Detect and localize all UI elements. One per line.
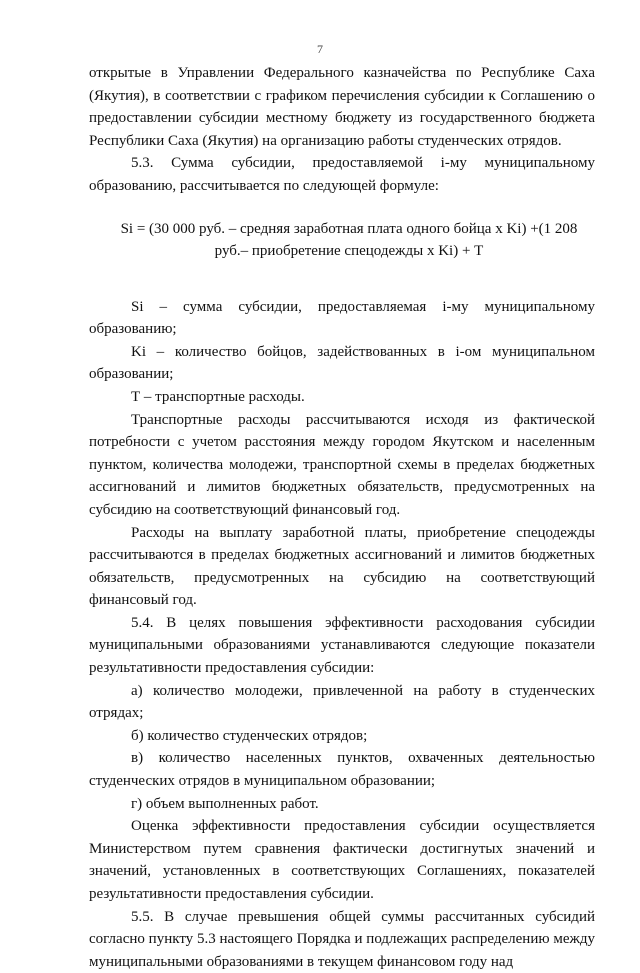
formula-line: Si = (30 000 руб. – средняя заработная плата одного бойца х Ki) +(1 208 — [120, 220, 578, 237]
list-item: г) объем выполненных работ. — [131, 795, 319, 812]
paragraph: открытые в Управлении Федерального казначейства по Республике Саха (Якутия), в соответствии с графиком перечисления субсидии к Соглашению о предоставлении субсидии местному бюджету из государственного бюджета Республики Саха (Якутия) на организацию работы студенческих отрядов. — [89, 65, 595, 149]
paragraph: Расходы на выплату заработной платы, приобретение спецодежды рассчитываются в пределах бюджетных ассигнований и лимитов бюджетных обязательств, предусмотренных на субсидию на соответствующий финансовый год. — [89, 524, 595, 609]
page-number: 7 — [317, 42, 323, 56]
subsidy-formula — [89, 218, 595, 262]
formula-line: руб.– приобретение спецодежды х Ki) + Т — [214, 242, 484, 259]
paragraph: Оценка эффективности предоставления субсидии осуществляется Министерством путем сравнения фактически достигнутых значений и значений, установленных в соответствующих Соглашениях, показателей результативности предоставления субсидии. — [89, 818, 595, 902]
list-item: б) количество студенческих отрядов; — [131, 727, 368, 744]
paragraph: 5.3. Сумма субсидии, предоставляемой i-му муниципальному образованию, рассчитывается по следующей формуле: — [89, 155, 595, 194]
definition-ki: Ki – количество бойцов, задействованных в i-ом муниципальном образовании; — [89, 343, 595, 383]
document-body — [89, 62, 595, 973]
paragraph: 5.4. В целях повышения эффективности расходования субсидии муниципальными образованиями устанавливаются следующие показатели результативности предоставления субсидии: — [89, 614, 595, 677]
definition-si: Si – сумма субсидии, предоставляемая i-му муниципальному образованию; — [89, 298, 595, 338]
paragraph: 5.5. В случае превышения общей суммы рассчитанных субсидий согласно пункту 5.3 настоящего Порядка и подлежащих распределению между муниципальными образованиями в текущем финансовом году над — [89, 908, 595, 970]
definition-t: Т – транспортные расходы. — [131, 388, 305, 405]
list-item: а) количество молодежи, привлеченной на работу в студенческих отрядах; — [89, 682, 595, 722]
list-item: в) количество населенных пунктов, охваченных деятельностью студенческих отрядов в муниципальном образовании; — [89, 750, 595, 790]
paragraph: Транспортные расходы рассчитываются исходя из фактической потребности с учетом расстояния между городом Якутском и населенным пунктом, количества молодежи, транспортной схемы в пределах бюджетных ассигнований и лимитов бюджетных обязательств, предусмотренных на субсидию на соответствующий финансовый год. — [89, 411, 595, 518]
